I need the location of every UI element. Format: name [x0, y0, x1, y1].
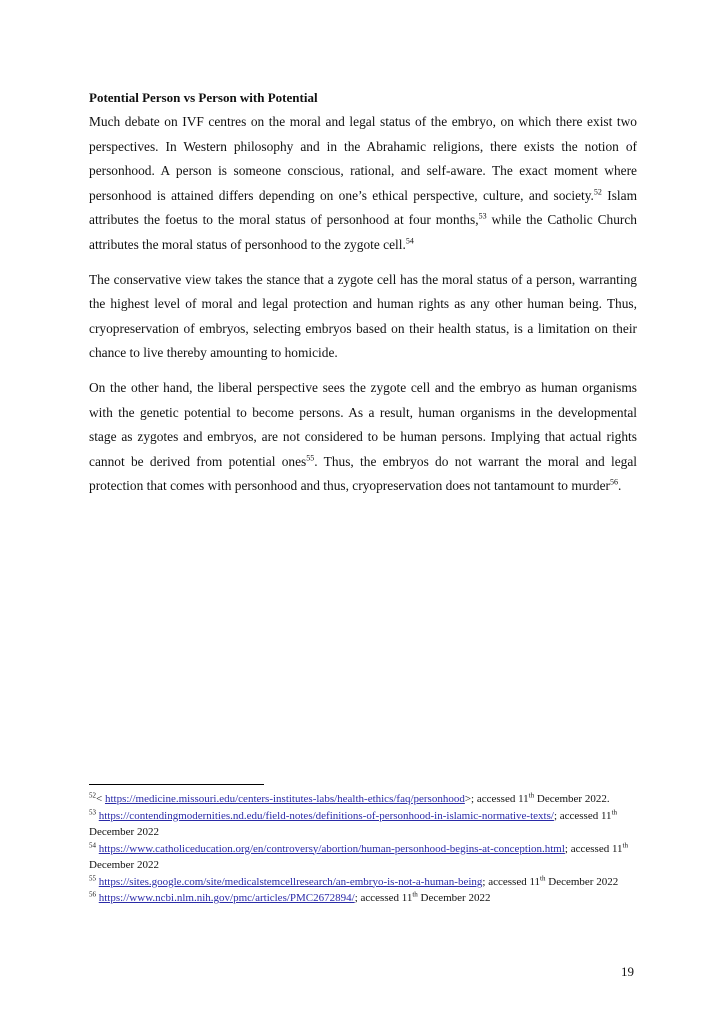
footnote-number: 52 [89, 791, 96, 800]
footnote-number: 53 [89, 807, 96, 816]
ordinal-suffix: th [528, 791, 535, 800]
body-paragraphs [89, 110, 637, 499]
section-heading: Potential Person vs Person with Potential [89, 90, 318, 105]
ordinal-suffix: th [611, 807, 618, 816]
footnote-number: 55 [89, 873, 96, 882]
footnote-54: $^{54}$ https://www.catholiceducation.org/en/controversy/abortion/human-personhood-begins-at-conception.html; accessed 11th December 2022 [89, 840, 628, 871]
footnote-ref[interactable]: 56 [610, 477, 618, 487]
footnote-ref[interactable]: 54 [405, 236, 414, 246]
page-body [89, 88, 637, 509]
footnote-number: 56 [89, 890, 96, 899]
ordinal-suffix: th [540, 873, 546, 882]
footnote-separator [89, 784, 264, 785]
footnote-ref[interactable]: 55 [306, 453, 315, 463]
footnote-52: $^{52}$< https://medicine.missouri.edu/centers-institutes-labs/health-ethics/faq/personhood>; accessed 11th December 2022. [89, 791, 610, 805]
footnotes [89, 791, 649, 907]
paragraph: On the other hand, the liberal perspective sees the zygote cell and the embryo as human organisms with the genetic potential to become persons. As a result, human organisms in the developmental stage as zygotes and embryos, are not considered to be human persons. Implying that actual rights cannot be derived from potential ones$^{55}$. Thus, the embryos do not warrant the moral and legal protection that comes with personhood and thus, cryopreservation does not tantamount to murder$^{56}$. [89, 379, 638, 494]
footnote-53: $^{53}$ https://contendingmodernities.nd.edu/field-notes/definitions-of-personhood-in-islamic-normative-texts/; accessed 11th December 2022 [89, 807, 618, 838]
ordinal-suffix: th [412, 890, 418, 899]
footnote-55: $^{55}$ https://sites.google.com/site/medicalstemcellresearch/an-embryo-is-not-a-human-being; accessed 11th December 2022 [89, 873, 619, 888]
footnote-number: 54 [89, 840, 96, 849]
ordinal-suffix: th [622, 840, 628, 849]
footnote-link[interactable]: https://www.ncbi.nlm.nih.gov/pmc/articles/PMC2672894/ [98, 892, 355, 904]
footnote-link[interactable]: https://sites.google.com/site/medicalstemcellresearch/an-embryo-is-not-a-human-being [98, 875, 483, 888]
footnote-link[interactable]: https://www.catholiceducation.org/en/controversy/abortion/human-personhood-begins-at-conception.html [98, 842, 565, 855]
footnote-link[interactable]: https://contendingmodernities.nd.edu/field-notes/definitions-of-personhood-in-islamic-normative-texts/ [98, 809, 554, 822]
footnote-ref[interactable]: 52 [593, 187, 602, 197]
footnote-ref[interactable]: 53 [478, 211, 487, 221]
footnote-link[interactable]: https://medicine.missouri.edu/centers-institutes-labs/health-ethics/faq/personhood [104, 793, 465, 805]
page-number: 19 [621, 964, 634, 979]
paragraph: The conservative view takes the stance that a zygote cell has the moral status of a person, warranting the highest level of moral and legal protection and human rights as any other human being. Thus, cryopreservation of embryos, selecting embryos based on their health status, is a limitation on their chance to live thereby amounting to homicide. [89, 271, 637, 361]
footnote-56: $^{56}$ https://www.ncbi.nlm.nih.gov/pmc/articles/PMC2672894/; accessed 11th December 2022 [89, 890, 491, 904]
paragraph: Much debate on IVF centres on the moral and legal status of the embryo, on which there exist two perspectives. In Western philosophy and in the Abrahamic religions, there exists the notion of personhood. A person is someone conscious, rational, and self-aware. The exact moment where personhood is attained differs depending on one’s ethical perspective, culture, and society.$^{52}$ Islam attributes the foetus to the moral status of personhood at four months,$^{53}$ while the Catholic Church attributes the moral status of personhood to the zygote cell.$^{54}$ [89, 114, 638, 252]
